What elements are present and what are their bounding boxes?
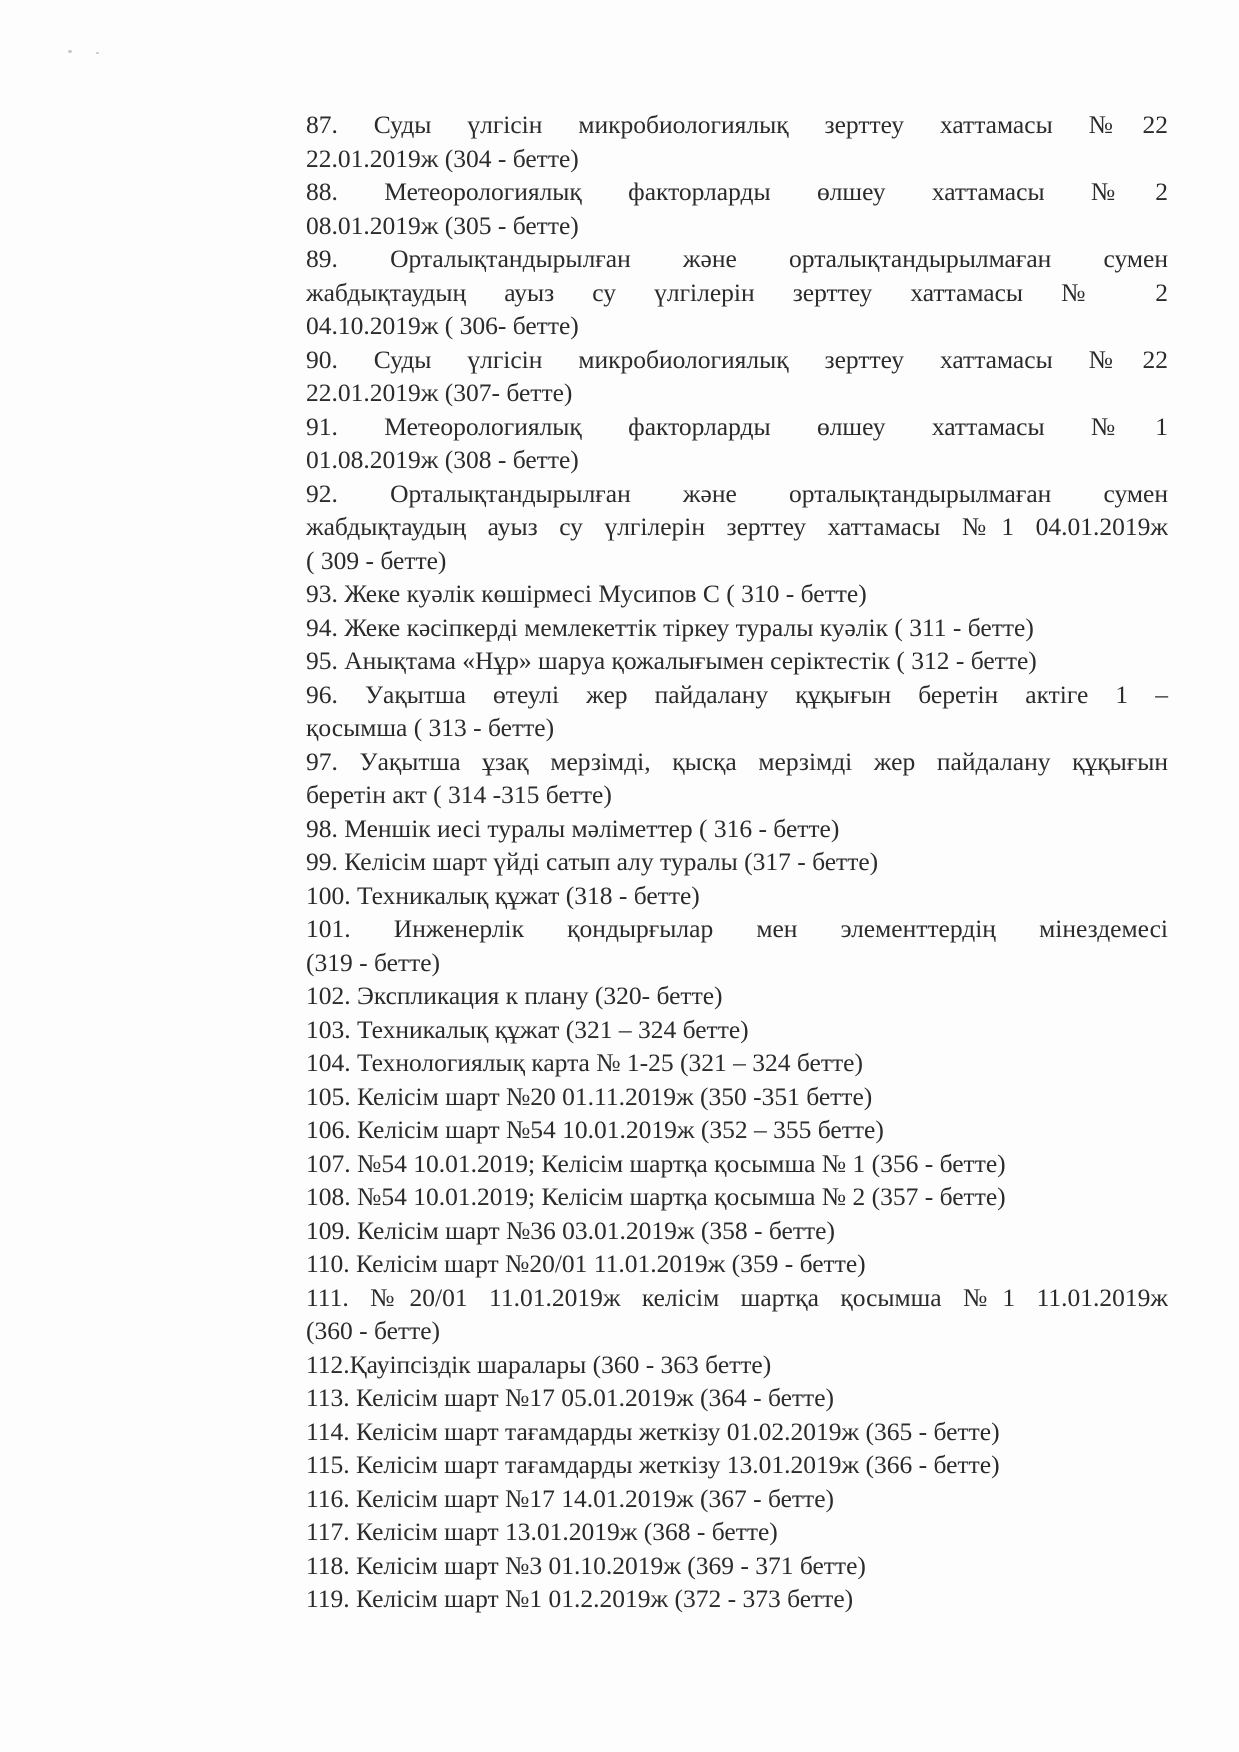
list-item-line: 97. Уақытша ұзақ мерзімді, қысқа мерзімді жер пайдалану құқығын [306,746,1168,776]
list-item-line: 22.01.2019ж (304 - бетте) [306,143,579,173]
list-item [306,1080,1168,1114]
list-item-line: 119. Келісім шарт №1 01.2.2019ж (372 - 373 бетте) [306,1584,854,1613]
list-item [306,1180,1168,1214]
list-item [306,979,1168,1013]
list-item-line: 108. №54 10.01.2019; Келісім шартқа қосымша № 2 (357 - бетте) [306,1182,1006,1211]
list-item [306,1515,1168,1549]
list-item-line: 110. Келісім шарт №20/01 11.01.2019ж (359 - бетте) [306,1249,866,1278]
list-item-line: 88. Метеорологиялық факторларды өлшеу хаттамасы №2 [306,177,1168,206]
list-item-line: 100. Техникалық құжат (318 - бетте) [306,880,700,910]
list-item-line: 96. Уақытша өтеулі жер пайдалану құқығын беретін актіге 1 – [306,679,1168,709]
list-item-line: 89. Орталықтандырылған және орталықтандырылмаған сумен [306,244,1168,273]
list-item [306,1381,1168,1415]
list-item-line: 106. Келісім шарт №54 10.01.2019ж (352 – 355 бетте) [306,1115,884,1144]
list-item [306,1147,1168,1181]
list-item [306,577,1168,611]
list-item-line: 107. №54 10.01.2019; Келісім шартқа қосымша № 1 (356 - бетте) [306,1148,1006,1178]
list-item [306,879,1168,913]
list-item-line: 111. №20/01 11.01.2019ж келісім шартқа қосымша №1 11.01.2019ж [306,1282,1168,1312]
list-item [306,242,1168,343]
scan-speck [68,50,72,53]
list-item [306,175,1168,242]
list-item-line: 04.10.2019ж ( 306- бетте) [306,311,579,340]
list-item-line: 116. Келісім шарт №17 14.01.2019ж (367 - бетте) [306,1483,835,1513]
list-item [306,1415,1168,1449]
list-item-line: 104. Технологиялық карта № 1-25 (321 – 324 бетте) [306,1048,863,1077]
list-item-line: 109. Келісім шарт №36 03.01.2019ж (358 - бетте) [306,1215,835,1245]
list-item-line: 98. Меншік иесі туралы мәліметтер ( 316 - бетте) [306,813,840,843]
list-item [306,1582,1168,1616]
list-item [306,1214,1168,1248]
list-item [306,678,1168,745]
list-item-line: 117. Келісім шарт 13.01.2019ж (368 - бетте) [306,1517,778,1546]
list-item-line: ( 309 - бетте) [306,545,447,575]
list-item-line: 91. Метеорологиялық факторларды өлшеу хаттамасы №1 [306,411,1168,441]
list-item-line: жабдықтаудың ауыз су үлгілерін зерттеу хаттамасы № 2 [306,277,1168,307]
list-item-line: 118. Келісім шарт №3 01.10.2019ж (369 - 371 бетте) [306,1550,866,1580]
list-item-line: 95. Анықтама «Нұр» шаруа қожалығымен серіктестік ( 312 - бетте) [306,646,1037,675]
list-item [306,1281,1168,1348]
list-item-line: 08.01.2019ж (305 - бетте) [306,210,579,240]
list-item [306,410,1168,477]
list-item-line: 22.01.2019ж (307- бетте) [306,378,573,407]
list-item-line: 112.Қауіпсіздік шаралары (360 - 363 бетте) [306,1349,772,1379]
list-item-line: 01.08.2019ж (308 - бетте) [306,445,579,474]
list-item [306,343,1168,410]
list-item [306,1113,1168,1147]
list-item-line: 101. Инженерлік қондырғылар мен элементтердің мінездемесі [306,914,1168,943]
list-item [306,812,1168,846]
list-item [306,745,1168,812]
list-item-line: 92. Орталықтандырылған және орталықтандырылмаған сумен [306,478,1168,508]
list-item [306,108,1168,175]
scan-speck [96,52,99,54]
list-item-line: (360 - бетте) [306,1316,441,1345]
list-item-line: 113. Келісім шарт №17 05.01.2019ж (364 - бетте) [306,1383,835,1412]
list-item-line: жабдықтаудың ауыз су үлгілерін зерттеу хаттамасы №1 04.01.2019ж [306,512,1168,541]
list-item-line: қосымша ( 313 - бетте) [306,713,555,742]
document-body [306,108,1168,1616]
list-item-line: 114. Келісім шарт тағамдарды жеткізу 01.02.2019ж (365 - бетте) [306,1416,1000,1446]
list-item-line: беретін акт ( 314 -315 бетте) [306,780,612,809]
list-item-line: (319 - бетте) [306,947,441,977]
list-item [306,1046,1168,1080]
list-item-line: 103. Техникалық құжат (321 – 324 бетте) [306,1014,749,1044]
list-item-line: 99. Келісім шарт үйді сатып алу туралы (317 - бетте) [306,847,879,876]
list-item-line: 90. Суды үлгісін микробиологиялық зерттеу хаттамасы №22 [306,344,1168,374]
list-item [306,1482,1168,1516]
list-item [306,644,1168,678]
list-item [306,1549,1168,1583]
list-item-line: 93. Жеке куәлік көшірмесі Мусипов С ( 310 - бетте) [306,579,867,608]
list-item [306,1448,1168,1482]
list-item [306,1348,1168,1382]
list-item-line: 94. Жеке кәсіпкерді мемлекеттік тіркеу туралы куәлік ( 311 - бетте) [306,612,1034,642]
list-item-line: 105. Келісім шарт №20 01.11.2019ж (350 -351 бетте) [306,1081,873,1111]
list-item-line: 102. Экспликация к плану (320- бетте) [306,981,723,1010]
list-item-line: 87. Суды үлгісін микробиологиялық зерттеу хаттамасы №22 [306,110,1168,139]
list-item [306,1013,1168,1047]
list-item [306,845,1168,879]
list-item [306,611,1168,645]
list-item [306,477,1168,578]
list-item [306,1247,1168,1281]
list-item-line: 115. Келісім шарт тағамдарды жеткізу 13.01.2019ж (366 - бетте) [306,1450,1000,1479]
list-item [306,912,1168,979]
